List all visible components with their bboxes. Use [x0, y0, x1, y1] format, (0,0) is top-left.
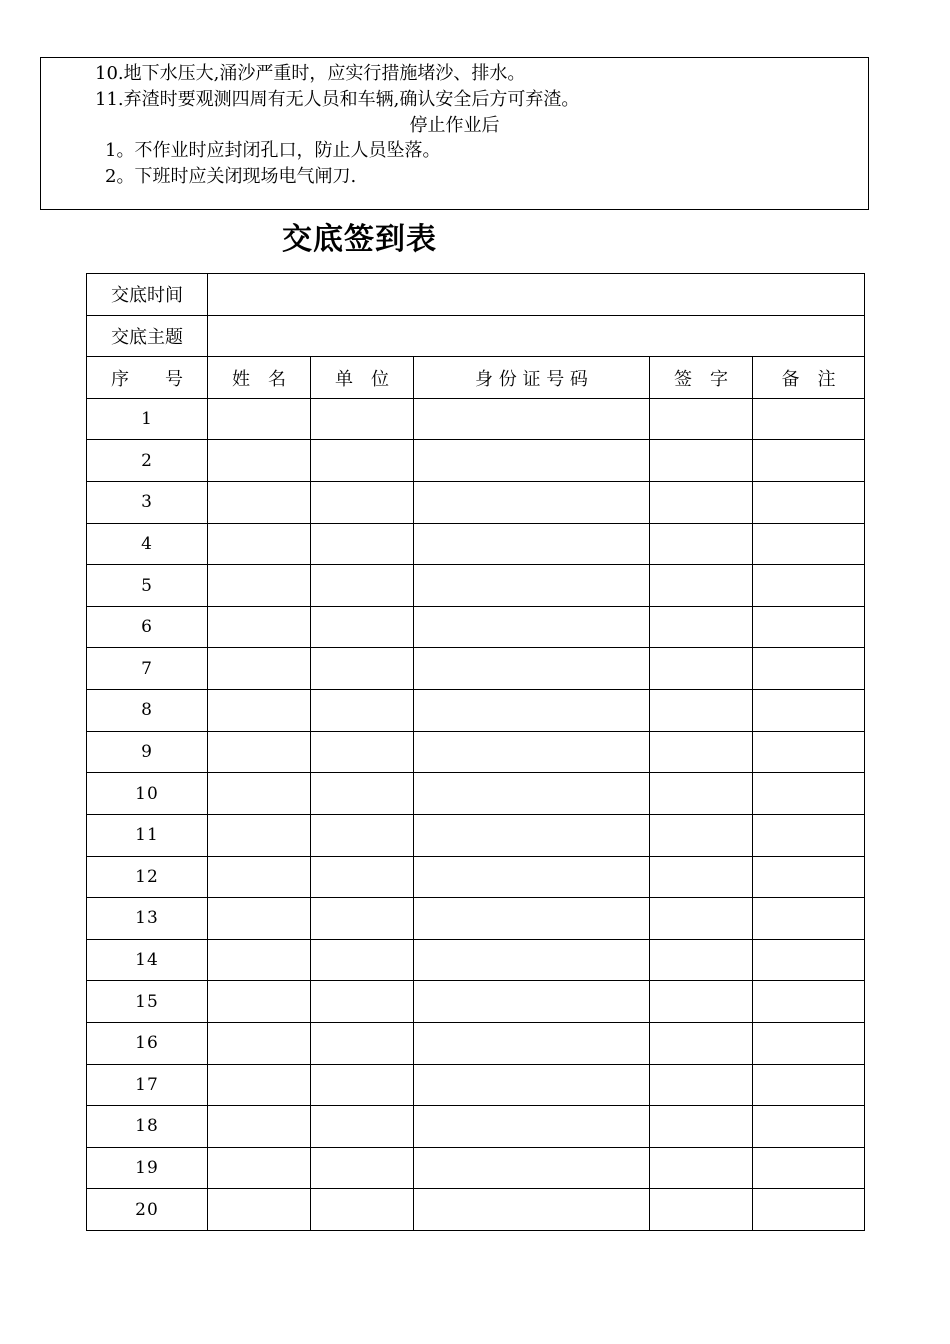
unit-cell[interactable] [311, 1064, 414, 1106]
signature-cell[interactable] [650, 398, 753, 440]
table-body [87, 398, 865, 1230]
unit-cell[interactable] [311, 398, 414, 440]
row-index: 1 [87, 398, 208, 440]
remarks-cell[interactable] [753, 731, 865, 773]
remarks-cell[interactable] [753, 814, 865, 856]
table-row [87, 1106, 865, 1148]
unit-cell[interactable] [311, 1022, 414, 1064]
row-index: 2 [87, 440, 208, 482]
id-number-cell[interactable] [414, 856, 650, 898]
remarks-cell[interactable] [753, 856, 865, 898]
col-header-signature: 签 字 [650, 357, 753, 399]
table-row [87, 523, 865, 565]
signature-cell[interactable] [650, 482, 753, 524]
id-number-cell[interactable] [414, 482, 650, 524]
name-cell[interactable] [208, 482, 311, 524]
table-row [87, 1064, 865, 1106]
unit-cell[interactable] [311, 648, 414, 690]
remarks-cell[interactable] [753, 565, 865, 607]
signature-cell[interactable] [650, 731, 753, 773]
signature-cell[interactable] [650, 773, 753, 815]
id-number-cell[interactable] [414, 1064, 650, 1106]
unit-cell[interactable] [311, 939, 414, 981]
notice-item-10: 10.地下水压大,涌沙严重时，应实行措施堵沙、排水。 [95, 63, 526, 84]
unit-cell[interactable] [311, 773, 414, 815]
row-index: 4 [87, 523, 208, 565]
unit-cell[interactable] [311, 690, 414, 732]
unit-cell[interactable] [311, 898, 414, 940]
name-cell[interactable] [208, 981, 311, 1023]
unit-cell[interactable] [311, 981, 414, 1023]
remarks-cell[interactable] [753, 690, 865, 732]
row-index: 5 [87, 565, 208, 607]
id-number-cell[interactable] [414, 523, 650, 565]
signature-cell[interactable] [650, 1147, 753, 1189]
name-cell[interactable] [208, 690, 311, 732]
remarks-cell[interactable] [753, 523, 865, 565]
name-cell[interactable] [208, 606, 311, 648]
id-number-cell[interactable] [414, 731, 650, 773]
signature-cell[interactable] [650, 1064, 753, 1106]
signature-cell[interactable] [650, 939, 753, 981]
time-field[interactable] [208, 274, 865, 316]
table-row [87, 981, 865, 1023]
name-cell[interactable] [208, 1022, 311, 1064]
signature-cell[interactable] [650, 648, 753, 690]
col-header-id-number: 身 份 证 号 码 [414, 357, 650, 399]
id-number-cell[interactable] [414, 898, 650, 940]
row-index: 20 [87, 1189, 208, 1231]
remarks-cell[interactable] [753, 398, 865, 440]
table-row [87, 690, 865, 732]
name-cell[interactable] [208, 523, 311, 565]
row-index: 16 [87, 1022, 208, 1064]
name-cell[interactable] [208, 898, 311, 940]
time-label: 交底时间 [87, 274, 208, 316]
remarks-cell[interactable] [753, 1064, 865, 1106]
row-index: 19 [87, 1147, 208, 1189]
header-row [87, 357, 865, 399]
id-number-cell[interactable] [414, 1022, 650, 1064]
row-index: 9 [87, 731, 208, 773]
safety-notice-box [40, 57, 869, 210]
id-number-cell[interactable] [414, 398, 650, 440]
row-index: 3 [87, 482, 208, 524]
table-row [87, 814, 865, 856]
row-index: 10 [87, 773, 208, 815]
unit-cell[interactable] [311, 523, 414, 565]
unit-cell[interactable] [311, 814, 414, 856]
row-index: 7 [87, 648, 208, 690]
id-number-cell[interactable] [414, 648, 650, 690]
signature-cell[interactable] [650, 523, 753, 565]
unit-cell[interactable] [311, 1147, 414, 1189]
unit-cell[interactable] [311, 565, 414, 607]
signature-cell[interactable] [650, 440, 753, 482]
topic-field[interactable] [208, 315, 865, 357]
topic-row [87, 315, 865, 357]
id-number-cell[interactable] [414, 1147, 650, 1189]
table-row [87, 648, 865, 690]
remarks-cell[interactable] [753, 1147, 865, 1189]
id-number-cell[interactable] [414, 690, 650, 732]
remarks-cell[interactable] [753, 482, 865, 524]
name-cell[interactable] [208, 1064, 311, 1106]
id-number-cell[interactable] [414, 981, 650, 1023]
name-cell[interactable] [208, 814, 311, 856]
table-row [87, 440, 865, 482]
table-row [87, 1147, 865, 1189]
name-cell[interactable] [208, 648, 311, 690]
signature-cell[interactable] [650, 606, 753, 648]
table-row [87, 856, 865, 898]
id-number-cell[interactable] [414, 814, 650, 856]
signin-table [86, 273, 865, 1231]
name-cell[interactable] [208, 565, 311, 607]
notice-after-item-1: 1。不作业时应封闭孔口，防止人员坠落。 [105, 140, 441, 161]
col-header-remarks: 备 注 [753, 357, 865, 399]
row-index: 15 [87, 981, 208, 1023]
unit-cell[interactable] [311, 606, 414, 648]
id-number-cell[interactable] [414, 1189, 650, 1231]
notice-after-item-2: 2。下班时应关闭现场电气闸刀. [105, 166, 357, 187]
unit-cell[interactable] [311, 482, 414, 524]
name-cell[interactable] [208, 939, 311, 981]
col-header-unit: 单 位 [311, 357, 414, 399]
unit-cell[interactable] [311, 1189, 414, 1231]
topic-label: 交底主题 [87, 315, 208, 357]
signature-cell[interactable] [650, 690, 753, 732]
row-index: 17 [87, 1064, 208, 1106]
remarks-cell[interactable] [753, 939, 865, 981]
id-number-cell[interactable] [414, 939, 650, 981]
table-row [87, 565, 865, 607]
id-number-cell[interactable] [414, 606, 650, 648]
id-number-cell[interactable] [414, 440, 650, 482]
signature-cell[interactable] [650, 814, 753, 856]
unit-cell[interactable] [311, 856, 414, 898]
remarks-cell[interactable] [753, 898, 865, 940]
remarks-cell[interactable] [753, 1189, 865, 1231]
table-row [87, 398, 865, 440]
remarks-cell[interactable] [753, 1106, 865, 1148]
table-row [87, 606, 865, 648]
col-header-name: 姓 名 [208, 357, 311, 399]
notice-item-11: 11.弃渣时要观测四周有无人员和车辆,确认安全后方可弃渣。 [95, 89, 580, 110]
table-row [87, 1022, 865, 1064]
notice-heading: 停止作业后 [409, 115, 500, 136]
unit-cell[interactable] [311, 440, 414, 482]
signature-cell[interactable] [650, 1189, 753, 1231]
remarks-cell[interactable] [753, 981, 865, 1023]
row-index: 12 [87, 856, 208, 898]
signature-cell[interactable] [650, 981, 753, 1023]
row-index: 8 [87, 690, 208, 732]
name-cell[interactable] [208, 398, 311, 440]
remarks-cell[interactable] [753, 606, 865, 648]
unit-cell[interactable] [311, 731, 414, 773]
time-row [87, 274, 865, 316]
row-index: 14 [87, 939, 208, 981]
row-index: 11 [87, 814, 208, 856]
name-cell[interactable] [208, 1106, 311, 1148]
name-cell[interactable] [208, 856, 311, 898]
name-cell[interactable] [208, 731, 311, 773]
table-row [87, 898, 865, 940]
signature-cell[interactable] [650, 1106, 753, 1148]
table-row [87, 1189, 865, 1231]
id-number-cell[interactable] [414, 565, 650, 607]
table-row [87, 731, 865, 773]
name-cell[interactable] [208, 773, 311, 815]
col-header-index: 序 号 [87, 357, 208, 399]
signature-cell[interactable] [650, 856, 753, 898]
name-cell[interactable] [208, 440, 311, 482]
row-index: 18 [87, 1106, 208, 1148]
page-title: 交底签到表 [282, 222, 437, 257]
signature-cell[interactable] [650, 1022, 753, 1064]
table-row [87, 482, 865, 524]
signature-cell[interactable] [650, 565, 753, 607]
row-index: 6 [87, 606, 208, 648]
remarks-cell[interactable] [753, 773, 865, 815]
row-index: 13 [87, 898, 208, 940]
id-number-cell[interactable] [414, 773, 650, 815]
table-row [87, 773, 865, 815]
remarks-cell[interactable] [753, 440, 865, 482]
remarks-cell[interactable] [753, 1022, 865, 1064]
table-row [87, 939, 865, 981]
id-number-cell[interactable] [414, 1106, 650, 1148]
remarks-cell[interactable] [753, 648, 865, 690]
signature-cell[interactable] [650, 898, 753, 940]
name-cell[interactable] [208, 1189, 311, 1231]
name-cell[interactable] [208, 1147, 311, 1189]
unit-cell[interactable] [311, 1106, 414, 1148]
